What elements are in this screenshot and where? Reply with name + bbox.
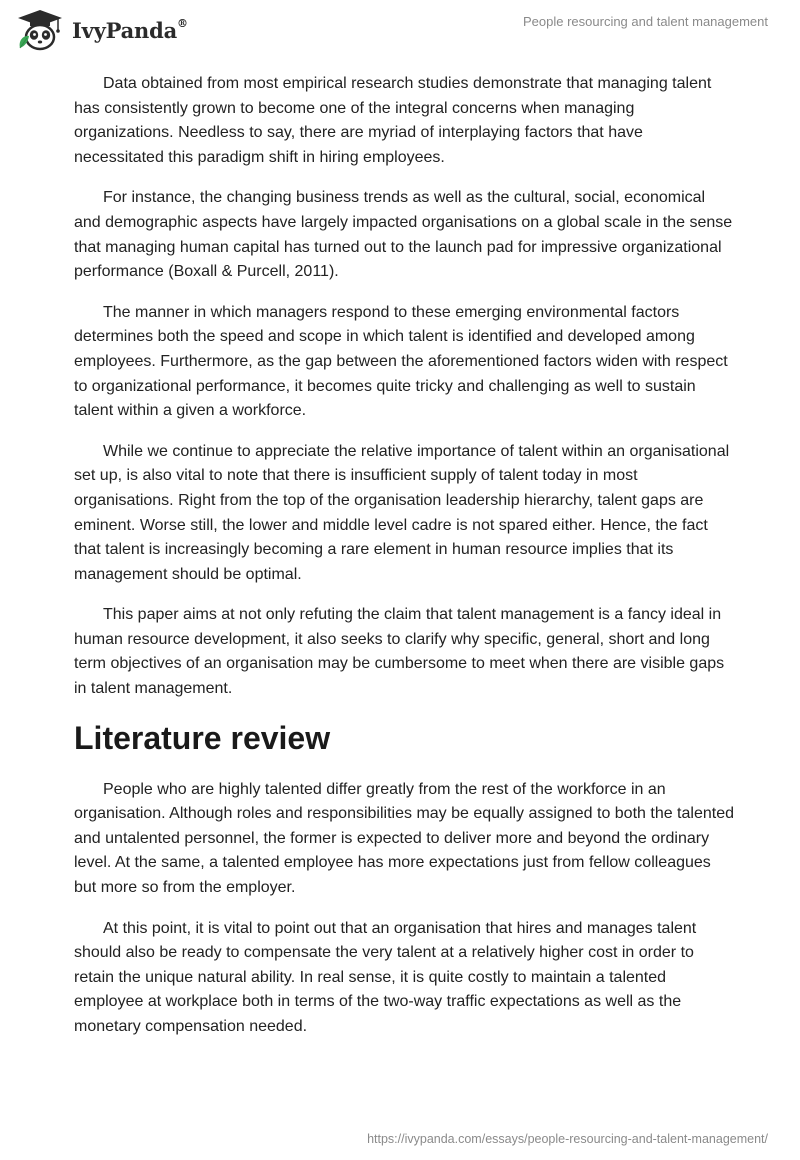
logo-wordmark: IvyPanda® [72, 16, 188, 43]
paragraph: For instance, the changing business trends as well as the cultural, social, economical and demographic aspects have largely impacted organisations on a global scale in the sense that managing human capital has turned out to the launch pad for impressive organizational performance (Boxall & Purcell, 2011). [74, 189, 733, 281]
paragraph: Data obtained from most empirical research studies demonstrate that managing talent has consistently grown to become one of the integral concerns when managing organizations. Needless to say, there are myriad of interplaying factors that have necessitated this paradigm shift in hiring employees. [74, 75, 712, 166]
ivypanda-logo[interactable] [14, 8, 188, 52]
page-header [0, 0, 800, 60]
registered-mark: ® [177, 16, 188, 30]
essay-body [74, 72, 734, 1056]
running-title: People resourcing and talent management [523, 14, 768, 29]
section-heading: Literature review [74, 719, 331, 756]
paragraph: At this point, it is vital to point out that an organisation that hires and manages talent should also be ready to compensate the very talent at a relatively higher cost in order to retain the unique natural ability. In real sense, it is quite costly to maintain a talented employee at workplace both in terms of the two-way traffic expectations as well as the monetary compensation needed. [74, 919, 697, 1035]
paragraph: While we continue to appreciate the relative importance of talent within an organisational set up, is also vital to note that there is insufficient supply of talent today in most organisations. Right from the top of the organisation leadership hierarchy, talent gaps are eminent. Worse still, the lower and middle level cadre is not spared either. Hence, the fact that talent is increasingly becoming a rare element in human resource implies that its management should be optimal. [74, 442, 730, 583]
panda-graduate-icon [14, 8, 66, 52]
paragraph: People who are highly talented differ greatly from the rest of the workforce in an organisation. Although roles and responsibilities may be equally assigned to both the talented and untalented personnel, the former is expected to deliver more and beyond the ordinary level. At the same, a talented employee has more expectations just from fellow colleagues but more so from the employer. [74, 780, 734, 897]
paragraph: This paper aims at not only refuting the claim that talent management is a fancy ideal in human resource development, it also seeks to clarify why specific, general, short and long term objectives of an organisation may be cumbersome to meet when there are visible gaps in talent management. [74, 606, 725, 698]
source-url[interactable]: https://ivypanda.com/essays/people-resourcing-and-talent-management/ [367, 1132, 768, 1146]
paragraph: The manner in which managers respond to these emerging environmental factors determines both the speed and scope in which talent is identified and developed among employees. Furthermore, as the gap between the aforementioned factors widen with respect to organizational performance, it becomes quite tricky and challenging as well to sustain talent within a given a workforce. [74, 303, 728, 420]
